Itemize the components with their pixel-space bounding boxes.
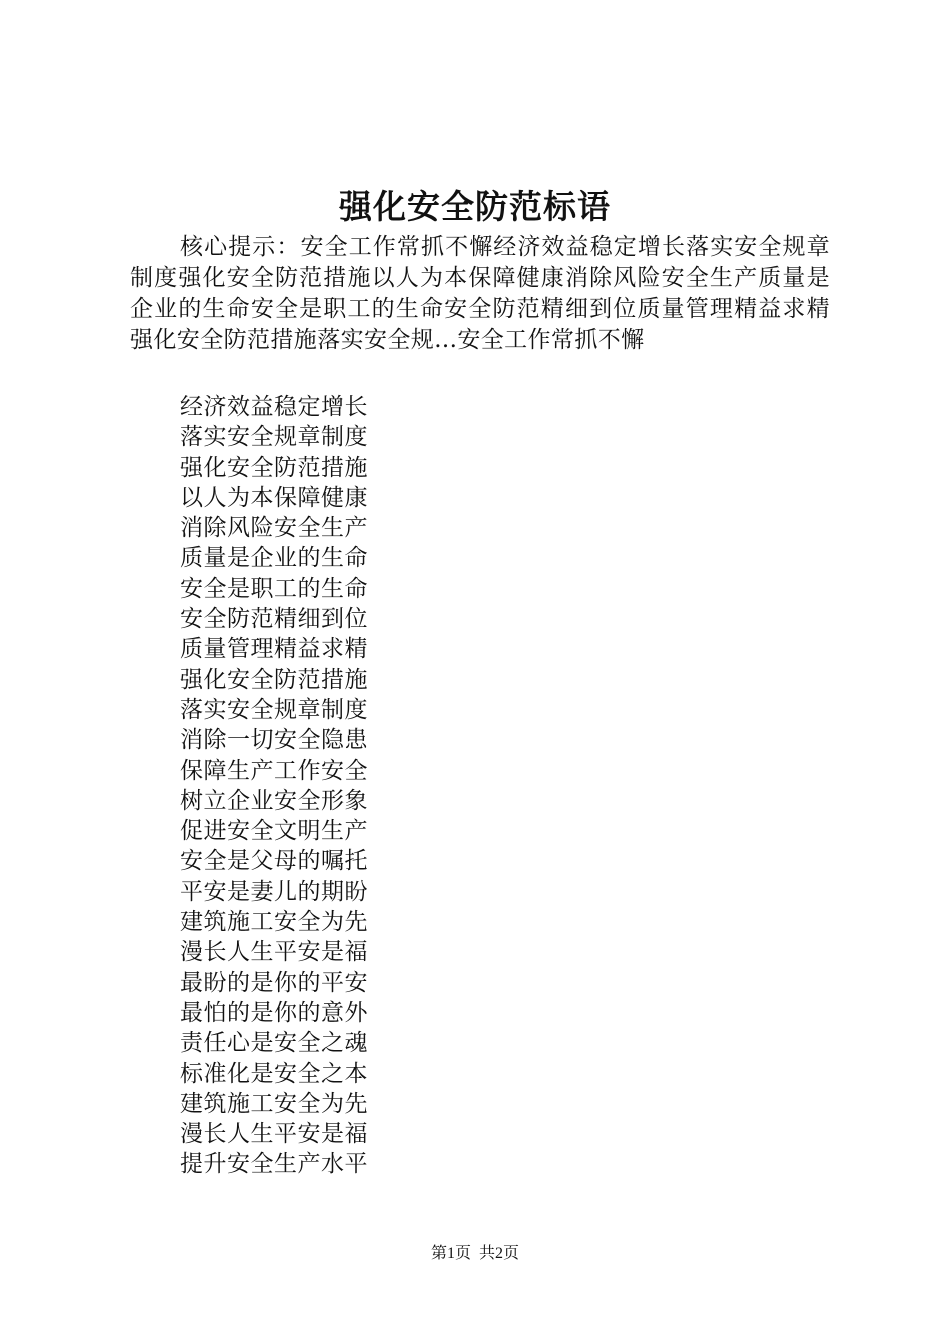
page-number-label: 第1页 共2页 <box>430 1245 519 1262</box>
slogan-line: 提升安全生产水平 <box>180 1151 368 1178</box>
slogan-line: 标准化是安全之本 <box>180 1060 368 1087</box>
slogan-line: 质量管理精益求精 <box>180 636 368 663</box>
slogan-line: 建筑施工安全为先 <box>180 1090 368 1117</box>
slogan-line: 建筑施工安全为先 <box>180 909 368 936</box>
slogan-line: 以人为本保障健康 <box>180 484 368 511</box>
slogan-line: 漫长人生平安是福 <box>180 939 368 966</box>
summary-paragraph: 核心提示：安全工作常抓不懈经济效益稳定增长落实安全规章制度强化安全防范措施以人为本保障健康消除风险安全生产质量是企业的生命安全是职工的生命安全防范精细到位质量管理精益求精强化安全防范措施落实安全规...安全工作常抓不懈 <box>130 234 830 353</box>
slogan-line: 强化安全防范措施 <box>180 666 368 693</box>
slogan-line: 促进安全文明生产 <box>180 818 368 845</box>
slogan-line: 最怕的是你的意外 <box>180 999 368 1026</box>
slogan-line: 保障生产工作安全 <box>180 757 368 784</box>
slogan-line: 消除一切安全隐患 <box>180 727 368 754</box>
slogan-line: 落实安全规章制度 <box>180 424 368 451</box>
slogan-line: 安全是职工的生命 <box>180 575 368 602</box>
slogan-line: 安全是父母的嘱托 <box>180 848 368 875</box>
slogan-line: 消除风险安全生产 <box>180 515 368 542</box>
slogan-list <box>180 392 368 1180</box>
slogan-line: 平安是妻儿的期盼 <box>180 878 368 905</box>
slogan-line: 质量是企业的生命 <box>180 545 368 572</box>
slogan-line: 强化安全防范措施 <box>180 454 368 481</box>
document-title: 强化安全防范标语 <box>339 187 611 226</box>
slogan-line: 漫长人生平安是福 <box>180 1121 368 1148</box>
slogan-line: 责任心是安全之魂 <box>180 1030 368 1057</box>
slogan-line: 落实安全规章制度 <box>180 696 368 723</box>
slogan-line: 经济效益稳定增长 <box>180 394 368 420</box>
page-footer <box>0 1243 950 1265</box>
slogan-line: 树立企业安全形象 <box>180 787 368 814</box>
slogan-line: 最盼的是你的平安 <box>180 969 368 996</box>
slogan-line: 安全防范精细到位 <box>180 606 368 633</box>
